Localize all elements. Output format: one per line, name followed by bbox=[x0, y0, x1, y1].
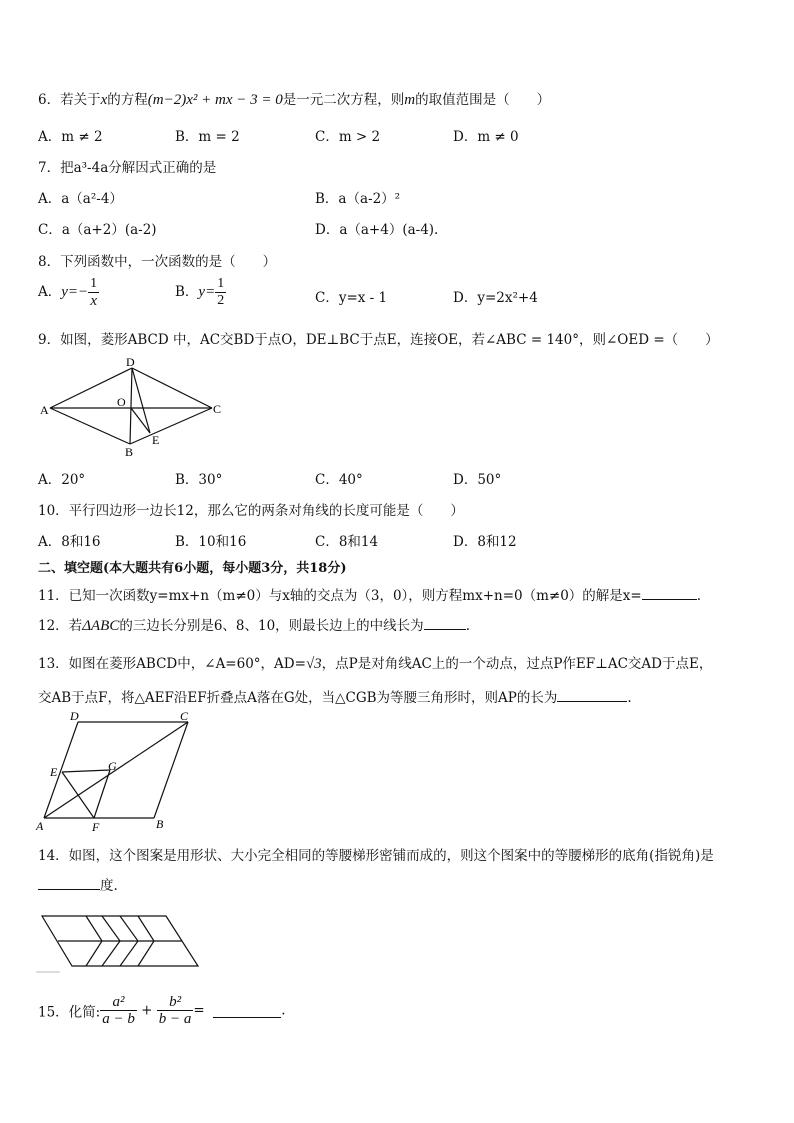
q13-label-b: B bbox=[156, 817, 164, 831]
q13-side-cb bbox=[154, 722, 188, 818]
q9-option-c[interactable]: C．40° bbox=[315, 472, 363, 488]
q13-segment-gf bbox=[94, 770, 110, 818]
q6-option-d[interactable]: D．m ≠ 0 bbox=[453, 129, 519, 145]
q8-fraction-a: $\frac{1}{x}$ bbox=[90, 276, 98, 309]
q9-label-d: D bbox=[126, 358, 135, 369]
q7-option-c[interactable]: C．a（a+2）(a-2) bbox=[38, 222, 157, 238]
q6-equation: (m−2)x² + mx − 3 = 0 bbox=[147, 92, 283, 108]
q10-option-b[interactable]: B．10和16 bbox=[175, 534, 247, 550]
q9-label-c: C bbox=[213, 402, 222, 416]
question-6: 6．若关于x的方程(m−2)x² + mx − 3 = 0是一元二次方程，则m的取值范围是（ ） bbox=[38, 92, 551, 108]
q6-option-a[interactable]: A．m ≠ 2 bbox=[38, 129, 103, 145]
question-11: 11．已知一次函数y=mx+n（m≠0）与x轴的交点为（3，0），则方程mx+n=0（m≠0）的解是x= . bbox=[38, 584, 701, 604]
question-13-line-2: 交AB于点F，将△AEF沿EF折叠点A落在G处，当△CGB为等腰三角形时，则AP的长为 . bbox=[38, 686, 632, 706]
q13-label-c: C bbox=[180, 709, 189, 723]
question-9: 9．如图，菱形ABCD 中，AC交BD于点O，DE⊥BC于点E，连接OE，若∠ABC = 140°，则∠OED =（ ） bbox=[38, 332, 719, 348]
q7-option-d[interactable]: D．a（a+4）(a-4). bbox=[315, 222, 439, 238]
q9-label-b: B bbox=[125, 445, 134, 458]
q9-option-a[interactable]: A．20° bbox=[38, 472, 86, 488]
q9-option-b[interactable]: B．30° bbox=[175, 472, 223, 488]
q13-label-e: E bbox=[50, 765, 58, 779]
q13-segment-ef bbox=[62, 772, 94, 818]
q8-option-a[interactable]: A．y=− $\frac{1}{x}$ bbox=[38, 276, 98, 309]
question-8: 8．下列函数中，一次函数的是（ ） bbox=[38, 254, 277, 270]
q9-option-d[interactable]: D．50° bbox=[453, 472, 502, 488]
question-15: 15．化简: $\frac{\text{a²}}{a - b}$ + $\frac{\text{b²}}{b - a}$ = . bbox=[38, 994, 286, 1027]
q9-side-ba bbox=[50, 408, 130, 444]
q13-label-g: G bbox=[108, 759, 117, 773]
question-13-line-1: 13．如图在菱形ABCD中，∠A=60°，AD=√3，点P是对角线AC上的一个动点，过点P作EF⊥AC交AD于点E， bbox=[38, 656, 713, 672]
q15-fraction-2: $\frac{\text{b²}}{b - a}$ bbox=[158, 994, 192, 1027]
q8-option-d[interactable]: D．y=2x²+4 bbox=[453, 290, 538, 306]
q8-fraction-b: $\frac{1}{2}$ bbox=[217, 276, 225, 308]
q6-option-b[interactable]: B．m = 2 bbox=[175, 129, 240, 145]
question-12: 12．若ΔABC的三边长分别是6、8、10，则最长边上的中线长为 . bbox=[38, 614, 470, 635]
q15-fraction-1: $\frac{\text{a²}}{a - b}$ bbox=[102, 994, 135, 1027]
q13-answer-blank[interactable] bbox=[557, 687, 627, 702]
q9-diagonal-bd bbox=[130, 368, 132, 444]
q10-option-c[interactable]: C．8和14 bbox=[315, 534, 379, 550]
question-10: 10．平行四边形一边长12，那么它的两条对角线的长度可能是（ ） bbox=[38, 503, 464, 519]
q10-option-a[interactable]: A．8和16 bbox=[38, 534, 101, 550]
question-14-line-2: 度. bbox=[38, 874, 118, 894]
q13-label-f: F bbox=[92, 820, 100, 834]
q7-option-b[interactable]: B．a（a-2）² bbox=[315, 191, 401, 207]
section-2-title: 二、填空题(本大题共有6小题，每小题3分，共18分) bbox=[38, 561, 347, 576]
question-14-line-1: 14．如图，这个图案是用形状、大小完全相同的等腰梯形密铺而成的，则这个图案中的等腰梯形的底角(指锐角)是 bbox=[38, 848, 714, 864]
q9-label-a: A bbox=[40, 403, 49, 417]
q13-label-a: A bbox=[36, 819, 44, 833]
q13-sqrt-3: √3 bbox=[305, 656, 322, 672]
q13-segment-eg bbox=[62, 770, 110, 772]
q13-rhombus-figure bbox=[34, 708, 204, 834]
q9-rhombus-figure bbox=[36, 358, 226, 458]
q14-trapezoid-tiling-figure bbox=[36, 910, 206, 976]
q9-side-dc bbox=[132, 368, 212, 408]
q9-label-o: O bbox=[117, 395, 126, 409]
q8-option-c[interactable]: C．y=x - 1 bbox=[315, 290, 388, 306]
q10-option-d[interactable]: D．8和12 bbox=[453, 534, 517, 550]
q7-option-a[interactable]: A．a（a²-4） bbox=[38, 191, 123, 207]
q9-side-cb bbox=[130, 408, 212, 444]
q9-segment-de bbox=[132, 368, 150, 433]
q14-answer-blank[interactable] bbox=[38, 875, 100, 890]
question-7: 7．把a³-4a分解因式正确的是 bbox=[38, 160, 217, 176]
q12-answer-blank[interactable] bbox=[424, 615, 466, 630]
q8-option-b[interactable]: B．y= $\frac{1}{2}$ bbox=[175, 276, 225, 308]
q13-label-d: D bbox=[70, 709, 79, 723]
q11-answer-blank[interactable] bbox=[642, 585, 697, 600]
q9-label-e: E bbox=[152, 433, 160, 447]
q6-option-c[interactable]: C．m > 2 bbox=[315, 129, 381, 145]
q15-answer-blank[interactable] bbox=[213, 1003, 281, 1018]
